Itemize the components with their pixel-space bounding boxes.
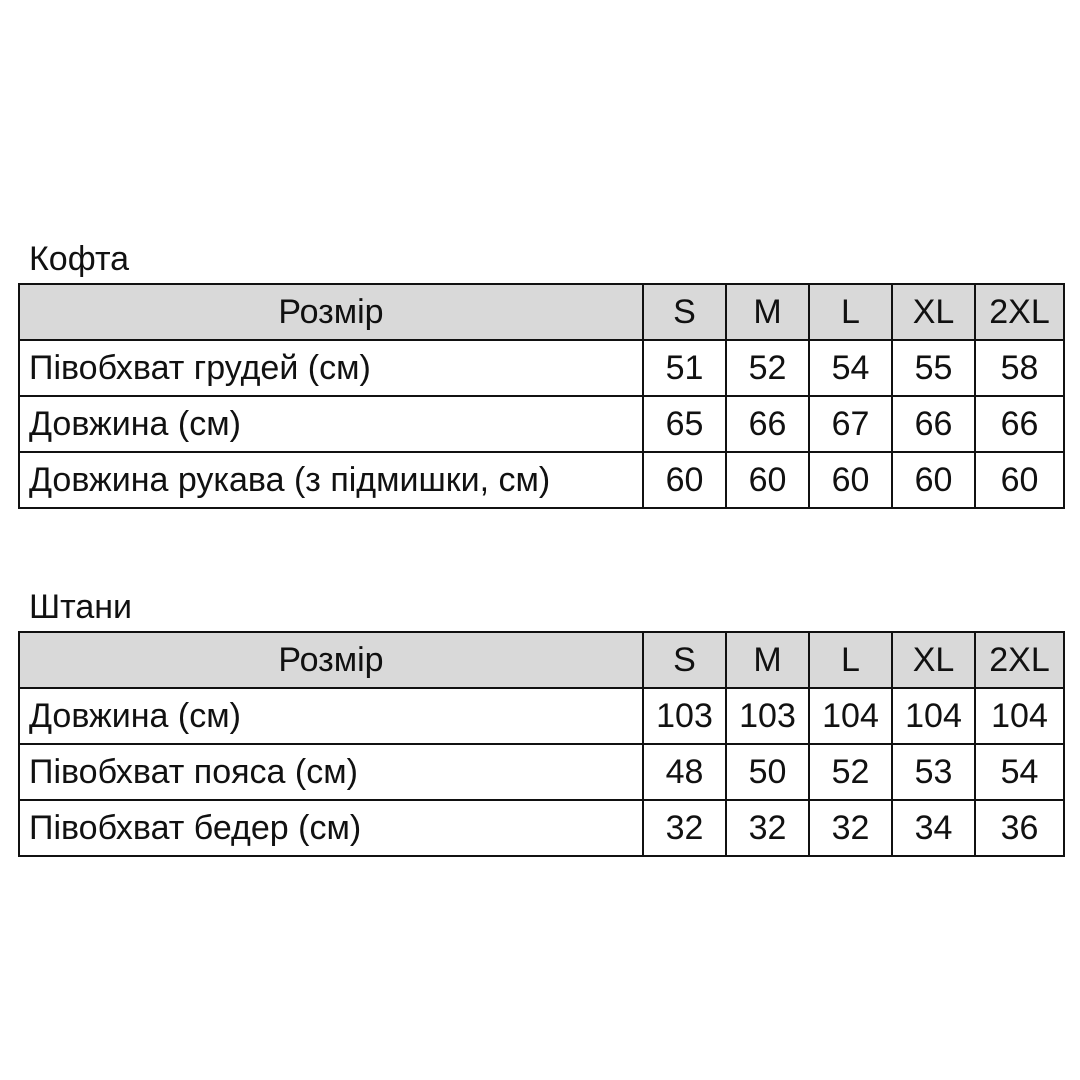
header-size-xl: XL [892, 632, 975, 688]
row-label: Півобхват бедер (см) [19, 800, 643, 856]
cell-value: 60 [892, 452, 975, 508]
header-size-l: L [809, 632, 892, 688]
cell-value: 53 [892, 744, 975, 800]
table-row [19, 688, 1064, 744]
cell-value: 51 [643, 340, 726, 396]
header-size-label: Розмір [19, 632, 643, 688]
cell-value: 32 [643, 800, 726, 856]
table-header-row [19, 632, 1064, 688]
cell-value: 55 [892, 340, 975, 396]
row-label: Довжина (см) [19, 688, 643, 744]
row-label: Довжина рукава (з підмишки, см) [19, 452, 643, 508]
table-title-jacket: Кофта [29, 240, 130, 278]
header-size-l: L [809, 284, 892, 340]
cell-value: 36 [975, 800, 1064, 856]
cell-value: 103 [726, 688, 809, 744]
cell-value: 104 [809, 688, 892, 744]
cell-value: 60 [643, 452, 726, 508]
header-size-m: M [726, 632, 809, 688]
cell-value: 60 [726, 452, 809, 508]
cell-value: 32 [726, 800, 809, 856]
row-label: Півобхват грудей (см) [19, 340, 643, 396]
header-size-2xl: 2XL [975, 632, 1064, 688]
cell-value: 52 [726, 340, 809, 396]
size-table-pants [18, 631, 1065, 857]
table-row [19, 340, 1064, 396]
cell-value: 66 [975, 396, 1064, 452]
cell-value: 66 [892, 396, 975, 452]
cell-value: 32 [809, 800, 892, 856]
cell-value: 54 [975, 744, 1064, 800]
header-size-s: S [643, 632, 726, 688]
row-label: Довжина (см) [19, 396, 643, 452]
table-row [19, 396, 1064, 452]
cell-value: 104 [975, 688, 1064, 744]
cell-value: 66 [726, 396, 809, 452]
cell-value: 54 [809, 340, 892, 396]
header-size-s: S [643, 284, 726, 340]
cell-value: 67 [809, 396, 892, 452]
cell-value: 58 [975, 340, 1064, 396]
size-table-jacket [18, 283, 1065, 509]
cell-value: 103 [643, 688, 726, 744]
cell-value: 60 [975, 452, 1064, 508]
cell-value: 34 [892, 800, 975, 856]
header-size-xl: XL [892, 284, 975, 340]
cell-value: 50 [726, 744, 809, 800]
cell-value: 48 [643, 744, 726, 800]
table-header-row [19, 284, 1064, 340]
table-title-pants: Штани [29, 588, 133, 626]
cell-value: 65 [643, 396, 726, 452]
cell-value: 52 [809, 744, 892, 800]
table-row [19, 744, 1064, 800]
table-row [19, 452, 1064, 508]
table-row [19, 800, 1064, 856]
row-label: Півобхват пояса (см) [19, 744, 643, 800]
header-size-2xl: 2XL [975, 284, 1064, 340]
cell-value: 104 [892, 688, 975, 744]
header-size-label: Розмір [19, 284, 643, 340]
cell-value: 60 [809, 452, 892, 508]
header-size-m: M [726, 284, 809, 340]
